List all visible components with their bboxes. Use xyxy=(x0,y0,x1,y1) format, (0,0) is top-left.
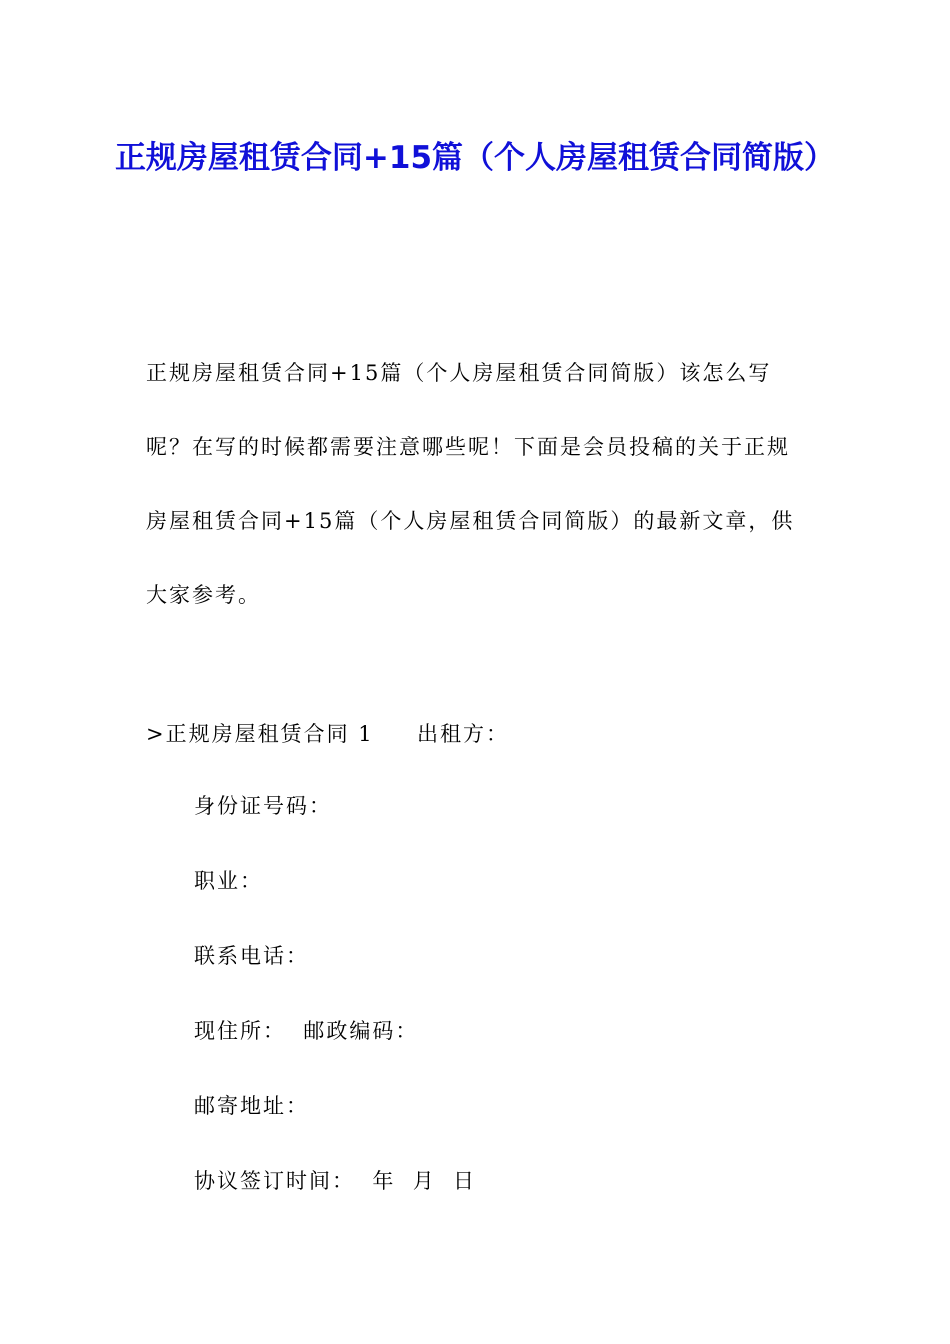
field-address-postcode: 现住所： 邮政编码： xyxy=(194,1019,419,1043)
field-signing-date: 协议签订时间： 年 月 日 xyxy=(194,1169,477,1193)
section-heading: >正规房屋租赁合同 1 出租方： xyxy=(146,722,510,746)
field-occupation: 职业： xyxy=(194,869,263,893)
intro-paragraph: 正规房屋租赁合同+15篇（个人房屋租赁合同简版）该怎么写呢？在写的时候都需要注意哪些呢！下面是会员投稿的关于正规房屋租赁合同+15篇（个人房屋租赁合同简版）的最新文章，供大家参考。 xyxy=(146,361,795,607)
document-title: 正规房屋租赁合同+15篇（个人房屋租赁合同简版） xyxy=(114,140,836,176)
field-phone: 联系电话： xyxy=(194,944,309,968)
field-mailing-address: 邮寄地址： xyxy=(194,1094,309,1118)
field-id-number: 身份证号码： xyxy=(194,794,332,818)
